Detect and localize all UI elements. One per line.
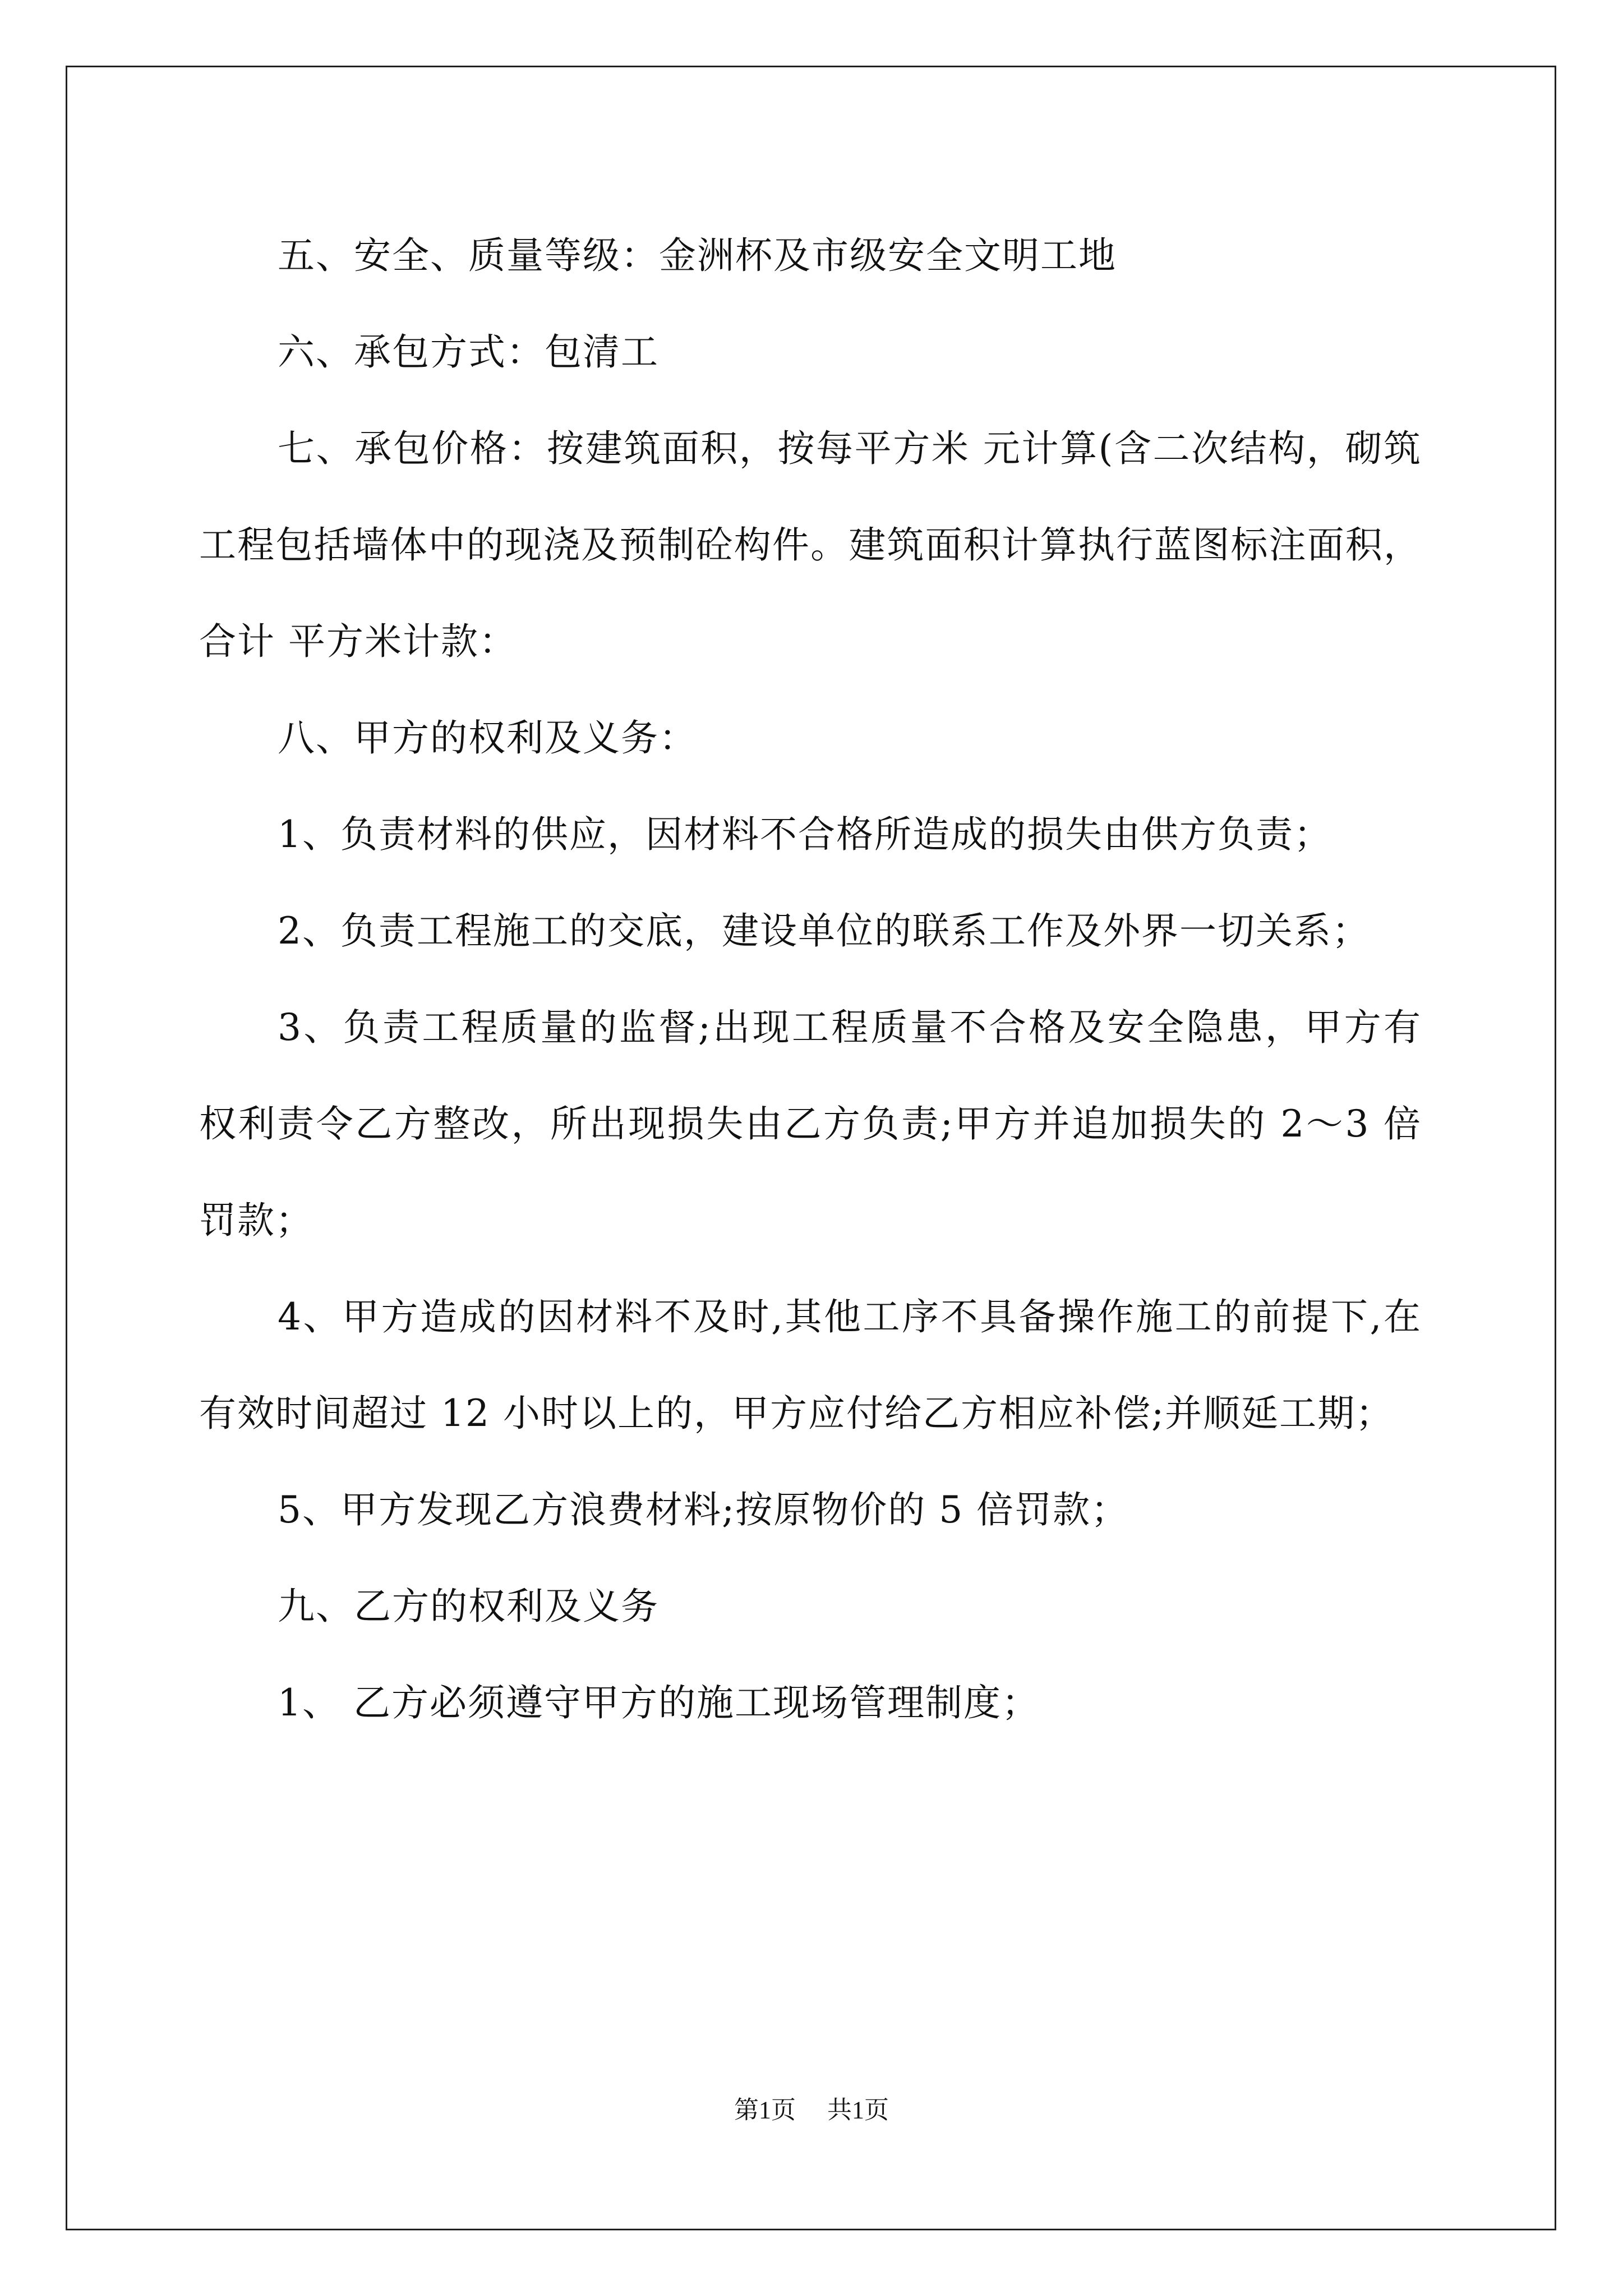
page-number-total: 共1页 — [827, 2096, 889, 2124]
heading-party-b-rights: 九、乙方的权利及义务 — [278, 1585, 659, 1628]
paragraph-contract-price: 七、承包价格：按建筑面积，按每平方米 元计算(含二次结构，砌筑工程包括墙体中的现浇及预制砼构件。建筑面积计算执行蓝图标注面积，合计 平方米计款： — [199, 427, 1422, 663]
paragraph-party-a-item-2: 2、负责工程施工的交底，建设单位的联系工作及外界一切关系； — [278, 909, 1370, 953]
paragraph-party-a-item-4: 4、甲方造成的因材料不及时,其他工序不具备操作施工的前提下,在有效时间超过 12 小时以上的，甲方应付给乙方相应补偿;并顺延工期； — [199, 1295, 1422, 1435]
paragraph-party-a-item-5: 5、甲方发现乙方浪费材料;按原物价的 5 倍罚款； — [278, 1488, 1129, 1531]
paragraph-safety-quality: 五、安全、质量等级：金洲杯及市级安全文明工地 — [278, 234, 1117, 277]
paragraph-contract-method: 六、承包方式：包清工 — [278, 330, 659, 374]
paragraph-party-a-item-1: 1、负责材料的供应，因材料不合格所造成的损失由供方负责； — [278, 813, 1332, 856]
document-body — [199, 208, 1422, 1751]
heading-party-a-rights: 八、甲方的权利及义务： — [278, 716, 697, 760]
paragraph-party-a-item-3: 3、负责工程质量的监督;出现工程质量不合格及安全隐患，甲方有权利责令乙方整改，所出现损失由乙方负责;甲方并追加损失的 2～3 倍罚款； — [199, 1006, 1422, 1242]
paragraph-party-b-item-1: 1、 乙方必须遵守甲方的施工现场管理制度； — [278, 1681, 1040, 1724]
page-number-current: 第1页 — [734, 2096, 796, 2124]
page-footer — [0, 2090, 1623, 2125]
